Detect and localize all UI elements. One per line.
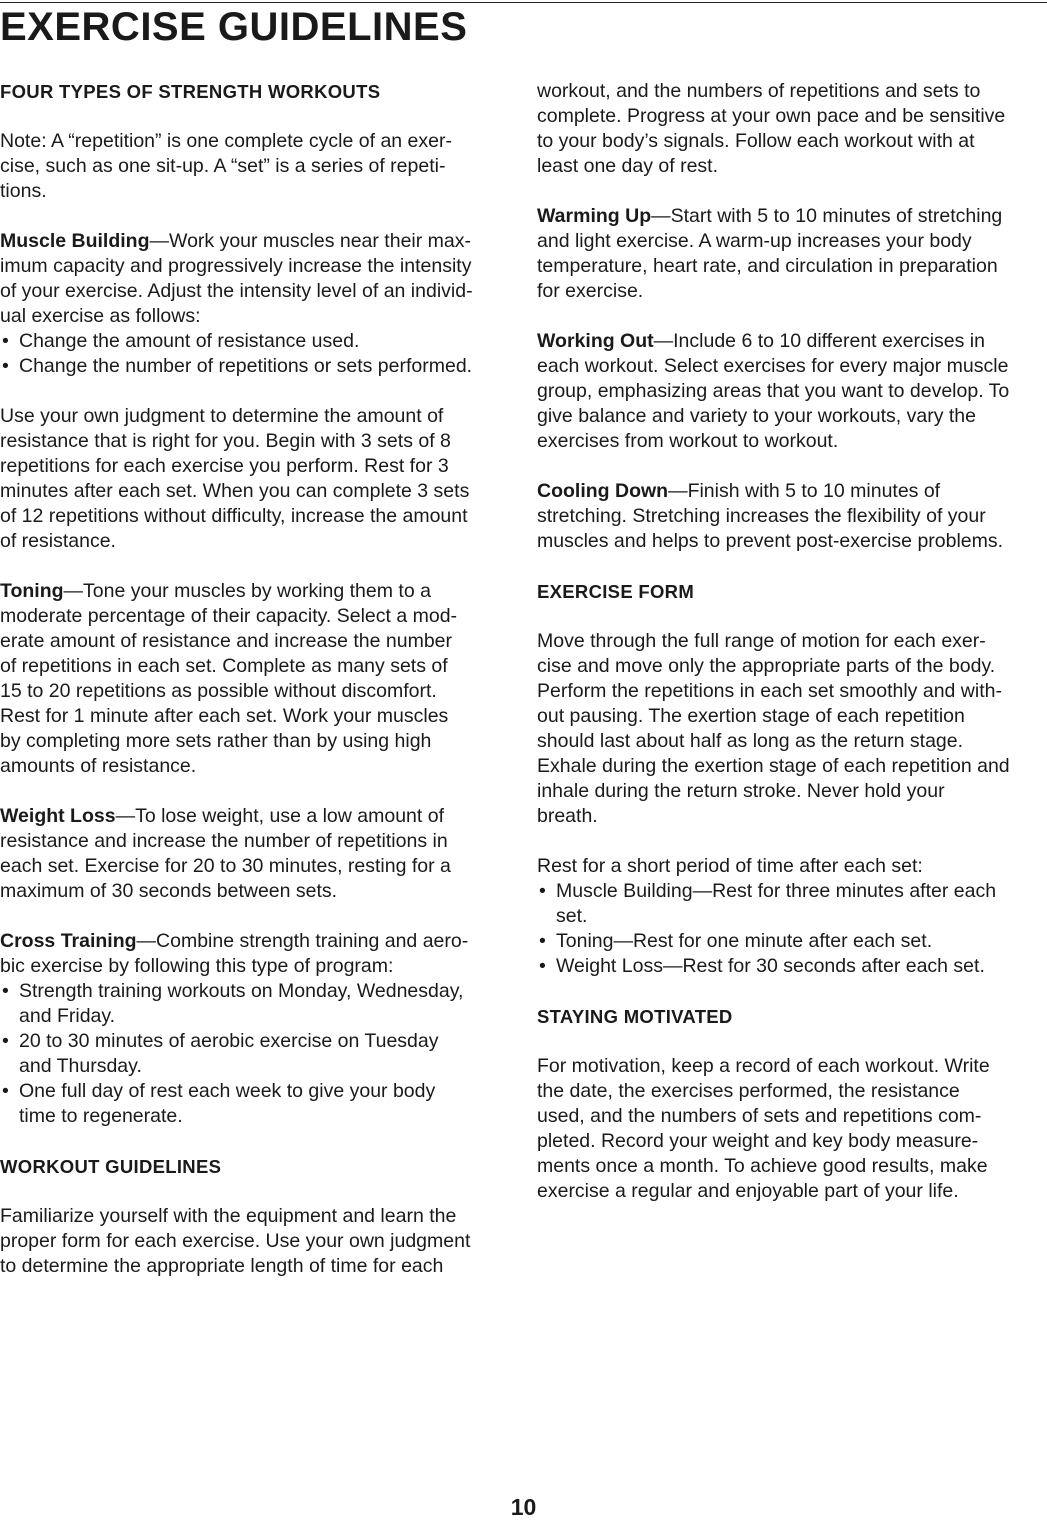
text-line: moderate percentage of their capacity. Select a mod- <box>0 605 458 627</box>
text-line: complete. Progress at your own pace and be sensitive <box>537 105 1006 127</box>
text-line: muscles and helps to prevent post-exercise problems. <box>537 530 1004 552</box>
form-paragraph <box>537 629 1045 829</box>
list-item: • Strength training workouts on Monday, Wednesday, <box>2 980 464 1002</box>
term-cooling-down: Cooling Down <box>537 480 669 502</box>
text-line: maximum of 30 seconds between sets. <box>0 880 338 902</box>
working-out-paragraph <box>537 329 1045 454</box>
text-line: of resistance. <box>0 530 116 552</box>
text-line: Rest for 1 minute after each set. Work your muscles <box>0 705 449 727</box>
text-line: to your body’s signals. Follow each workout with at <box>537 130 975 152</box>
text-line: ments once a month. To achieve good results, make <box>537 1155 988 1177</box>
text-line: breath. <box>537 805 598 827</box>
list-item-continuation: set. <box>556 905 588 927</box>
bullet-icon: • <box>2 980 9 1002</box>
text-line: stretching. Stretching increases the flexibility of your <box>537 505 986 527</box>
text-line: —Work your muscles near their max- <box>149 230 471 252</box>
page-title: EXERCISE GUIDELINES <box>0 5 468 49</box>
text-line: Move through the full range of motion for each exer- <box>537 630 986 652</box>
heading-exercise-form: EXERCISE FORM <box>537 581 695 602</box>
note-paragraph <box>0 129 512 204</box>
text-line: give balance and variety to your workouts, vary the <box>537 405 976 427</box>
text-line: and light exercise. A warm-up increases your body <box>537 230 972 252</box>
list-item: • Change the amount of resistance used. <box>2 330 360 352</box>
text-line: workout, and the numbers of repetitions and sets to <box>537 80 981 102</box>
text-line: by completing more sets rather than by using high <box>0 730 432 752</box>
heading-staying-motivated: STAYING MOTIVATED <box>537 1006 733 1027</box>
left-column <box>0 79 512 1279</box>
bullet-icon: • <box>539 880 546 902</box>
text-line: of repetitions in each set. Complete as many sets of <box>0 655 448 677</box>
text-line: each workout. Select exercises for every major muscle <box>537 355 1009 377</box>
top-rule <box>0 2 1047 3</box>
text-line: —Combine strength training and aero- <box>136 930 469 952</box>
bullet-icon: • <box>539 955 546 977</box>
text-line: for exercise. <box>537 280 644 302</box>
text-line: resistance that is right for you. Begin with 3 sets of 8 <box>0 430 451 452</box>
text-line: the date, the exercises performed, the resistance <box>537 1080 960 1102</box>
text-line: —Tone your muscles by working them to a <box>63 580 431 602</box>
list-item: • 20 to 30 minutes of aerobic exercise on Tuesday <box>2 1030 439 1052</box>
list-item: • Toning—Rest for one minute after each set. <box>539 930 933 952</box>
text-line: should last about half as long as the return stage. <box>537 730 964 752</box>
right-column <box>537 79 1045 1204</box>
text-line: exercise a regular and enjoyable part of your life. <box>537 1180 959 1202</box>
list-item: • Change the number of repetitions or sets performed. <box>2 355 473 377</box>
bullet-icon: • <box>2 1030 9 1052</box>
text-line: used, and the numbers of sets and repetitions com- <box>537 1105 982 1127</box>
text-line: —Finish with 5 to 10 minutes of <box>668 480 941 502</box>
term-muscle-building: Muscle Building <box>0 230 150 252</box>
text-line: —Include 6 to 10 different exercises in <box>653 330 985 352</box>
text-line: bic exercise by following this type of program: <box>0 955 394 977</box>
term-toning: Toning <box>0 580 64 602</box>
term-weight-loss: Weight Loss <box>0 805 116 827</box>
rest-paragraph <box>537 854 1045 979</box>
cross-training-paragraph <box>0 929 512 1129</box>
heading-four-types: FOUR TYPES OF STRENGTH WORKOUTS <box>0 81 381 102</box>
text-line: imum capacity and progressively increase the intensity <box>0 255 472 277</box>
text-line: least one day of rest. <box>537 155 719 177</box>
warming-up-paragraph <box>537 204 1045 304</box>
text-line: 15 to 20 repetitions as possible without discomfort. <box>0 680 437 702</box>
bullet-icon: • <box>539 930 546 952</box>
text-line: Perform the repetitions in each set smoothly and with- <box>537 680 1002 702</box>
text-line: Familiarize yourself with the equipment and learn the <box>0 1205 457 1227</box>
continued-paragraph <box>537 79 1045 179</box>
text-line: out pausing. The exertion stage of each repetition <box>537 705 965 727</box>
text-line: Use your own judgment to determine the amount of <box>0 405 444 427</box>
text-line: inhale during the return stroke. Never hold your <box>537 780 945 802</box>
list-item: • Muscle Building—Rest for three minutes after each <box>539 880 997 902</box>
text-line: temperature, heart rate, and circulation in preparation <box>537 255 998 277</box>
text-line: pleted. Record your weight and key body measure- <box>537 1130 979 1152</box>
text-line: exercises from workout to workout. <box>537 430 839 452</box>
term-warming-up: Warming Up <box>537 205 652 227</box>
text-line: Exhale during the exertion stage of each repetition and <box>537 755 1010 777</box>
cooling-down-paragraph <box>537 479 1045 554</box>
familiarize-paragraph <box>0 1204 512 1279</box>
text-line: erate amount of resistance and increase the number <box>0 630 453 652</box>
text-line: to determine the appropriate length of time for each <box>0 1255 444 1277</box>
judgment-paragraph <box>0 404 512 554</box>
text-line: repetitions for each exercise you perform. Rest for 3 <box>0 455 449 477</box>
text-line: resistance and increase the number of repetitions in <box>0 830 448 852</box>
term-cross-training: Cross Training <box>0 930 137 952</box>
text-line: —Start with 5 to 10 minutes of stretching <box>651 205 1003 227</box>
list-item: • Weight Loss—Rest for 30 seconds after each set. <box>539 955 985 977</box>
page-number: 10 <box>510 1494 537 1520</box>
bullet-icon: • <box>2 330 9 352</box>
text-line: minutes after each set. When you can complete 3 sets <box>0 480 470 502</box>
text-line: cise, such as one sit-up. A “set” is a series of repeti- <box>0 155 446 177</box>
muscle-building-paragraph <box>0 229 512 379</box>
toning-paragraph <box>0 579 512 779</box>
weight-loss-paragraph <box>0 804 512 904</box>
list-item-continuation: and Thursday. <box>19 1055 142 1077</box>
bullet-icon: • <box>2 1080 9 1102</box>
text-line: Rest for a short period of time after each set: <box>537 855 923 877</box>
text-line: cise and move only the appropriate parts of the body. <box>537 655 996 677</box>
text-line: ual exercise as follows: <box>0 305 201 327</box>
text-line: each set. Exercise for 20 to 30 minutes, resting for a <box>0 855 451 877</box>
bullet-icon: • <box>2 355 9 377</box>
text-line: of your exercise. Adjust the intensity level of an individ- <box>0 280 473 302</box>
text-line: tions. <box>0 180 47 202</box>
motivation-paragraph <box>537 1054 1045 1204</box>
heading-workout-guidelines: WORKOUT GUIDELINES <box>0 1156 222 1177</box>
text-line: For motivation, keep a record of each workout. Write <box>537 1055 990 1077</box>
text-line: proper form for each exercise. Use your own judgment <box>0 1230 471 1252</box>
list-item-continuation: and Friday. <box>19 1005 116 1027</box>
text-line: Note: A “repetition” is one complete cycle of an exer- <box>0 130 452 152</box>
list-item-continuation: time to regenerate. <box>19 1105 183 1127</box>
text-line: group, emphasizing areas that you want to develop. To <box>537 380 1010 402</box>
text-line: of 12 repetitions without difficulty, increase the amount <box>0 505 468 527</box>
list-item: • One full day of rest each week to give your body <box>2 1080 436 1102</box>
text-line: amounts of resistance. <box>0 755 197 777</box>
text-line: —To lose weight, use a low amount of <box>115 805 444 827</box>
term-working-out: Working Out <box>537 330 654 352</box>
